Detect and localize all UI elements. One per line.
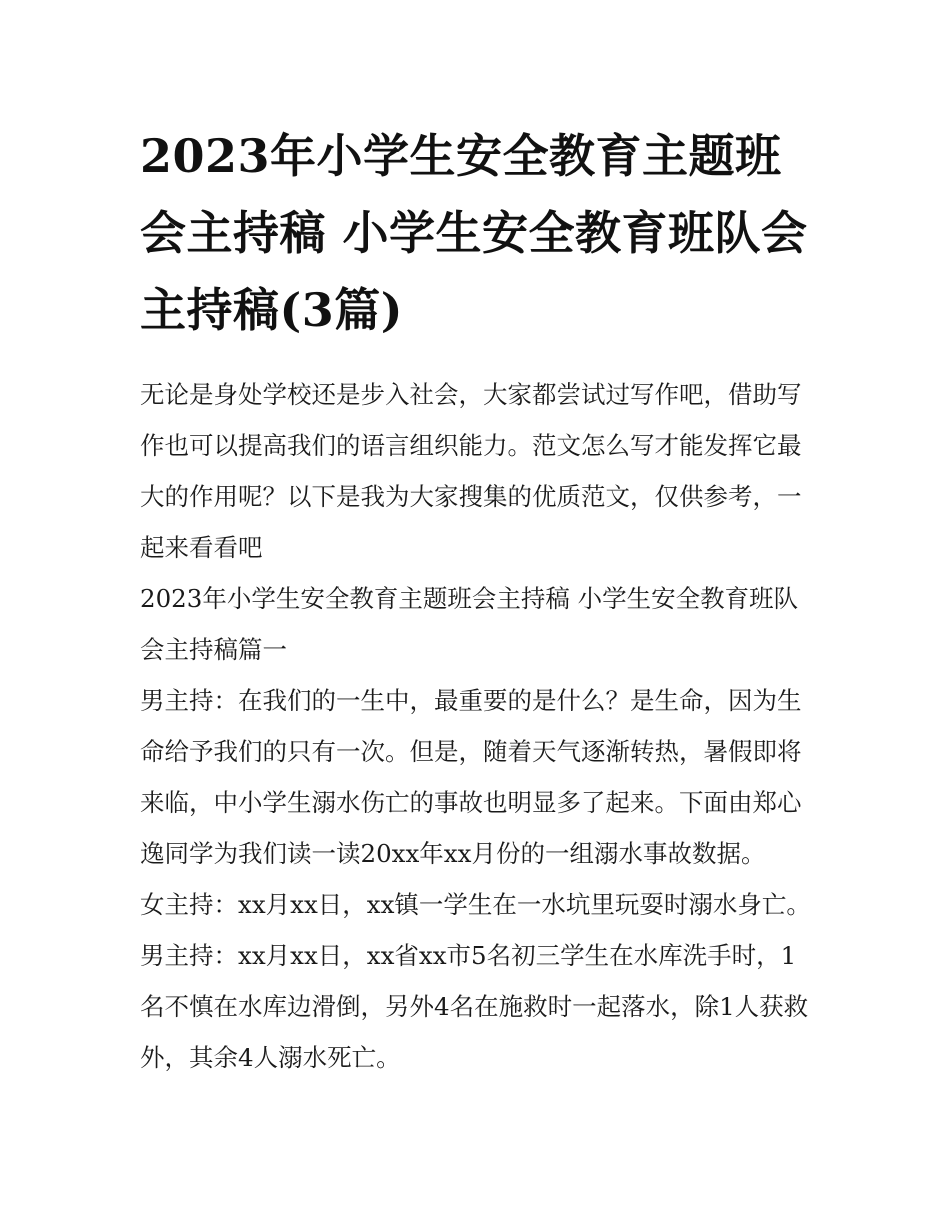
dialogue-paragraph: 男主持：xx月xx日，xx省xx市5名初三学生在水库洗手时，1名不慎在水库边滑倒，另外4名在施救时一起落水，除1人获救外，其余4人溺水死亡。 [140, 941, 809, 1072]
section-heading: 2023年小学生安全教育主题班会主持稿 小学生安全教育班队会主持稿篇一 [140, 584, 799, 664]
dialogue-paragraph: 女主持：xx月xx日，xx镇一学生在一水坑里玩耍时溺水身亡。 [140, 890, 811, 919]
document-title: 2023年小学生安全教育主题班会主持稿 小学生安全教育班队会主持稿(3篇) [140, 129, 808, 337]
dialogue-paragraph: 男主持：在我们的一生中，最重要的是什么？是生命，因为生命给予我们的只有一次。但是，随着天气逐渐转热，暑假即将来临，中小学生溺水伤亡的事故也明显多了起来。下面由郑心逸同学为我们读一读20xx年xx月份的一组溺水事故数据。 [140, 686, 802, 868]
intro-paragraph: 无论是身处学校还是步入社会，大家都尝试过写作吧，借助写作也可以提高我们的语言组织能力。范文怎么写才能发挥它最大的作用呢？以下是我为大家搜集的优质范文，仅供参考，一起来看看吧 [140, 380, 802, 562]
document-content [140, 118, 812, 1083]
